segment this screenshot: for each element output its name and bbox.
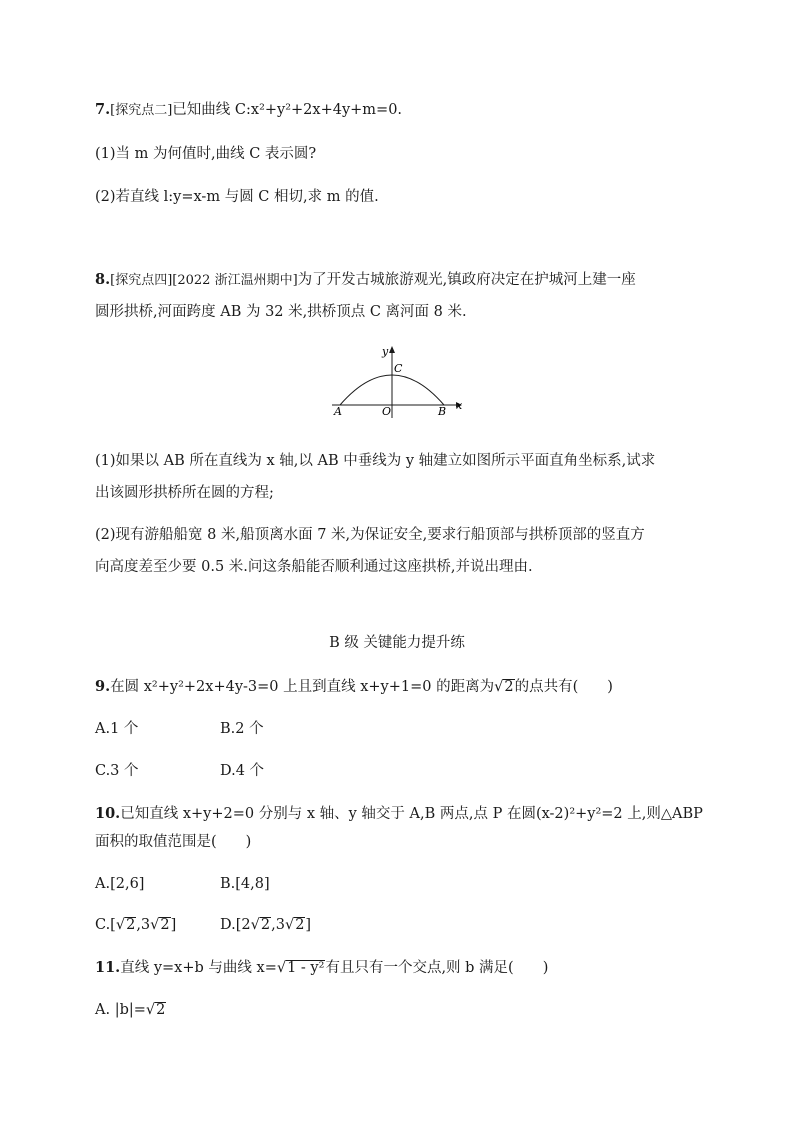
q10-option-d-post: ] xyxy=(305,917,312,933)
q10-option-c-post: ] xyxy=(170,917,177,933)
point-o-label: O xyxy=(382,405,392,418)
q10-stem-line1 xyxy=(95,804,703,824)
q7-part1: (1)当 m 为何值时,曲线 C 表示圆? xyxy=(95,146,317,162)
q8-part2-line2: 向高度差至少要 0.5 米.问这条船能否顺利通过这座拱桥,并说出理由. xyxy=(95,559,533,575)
q10-option-a: A.[2,6] xyxy=(95,876,145,892)
sqrt-radicand: 2 xyxy=(260,917,271,933)
q8-part1-line1: (1)如果以 AB 所在直线为 x 轴,以 AB 中垂线为 y 轴建立如图所示平面直角坐标系,试求 xyxy=(95,453,656,469)
sqrt-symbol: √2 xyxy=(284,917,305,933)
q10-stem-text: 已知直线 x+y+2=0 分别与 x 轴、y 轴交于 A,B 两点,点 P 在圆(x-2)²+y²=2 上,则△ABP xyxy=(120,806,703,822)
q10-option-c-mid: ,3 xyxy=(136,917,151,933)
section-title: B 级 关键能力提升练 xyxy=(329,635,465,651)
q9-stem-text-a: 在圆 x²+y²+2x+4y-3=0 上且到直线 x+y+1=0 的距离为 xyxy=(110,679,495,695)
q9-option-d: D.4 个 xyxy=(220,763,265,779)
sqrt-symbol: √2 xyxy=(145,1002,166,1018)
q8-part2-line1: (2)现有游船船宽 8 米,船顶离水面 7 米,为保证安全,要求行船顶部与拱桥顶部的竖直方 xyxy=(95,527,645,543)
y-axis-arrow-icon xyxy=(389,346,395,353)
q7-number: 7. xyxy=(95,101,111,118)
point-a-label: A xyxy=(334,405,342,418)
q11-stem xyxy=(95,958,548,978)
q9-stem-text-b: 的点共有( ) xyxy=(514,679,613,695)
q7-tag: [探究点二] xyxy=(110,103,173,118)
q10-option-d-mid: ,3 xyxy=(271,917,285,933)
sqrt-radicand: 2 xyxy=(295,917,305,933)
q10-option-c xyxy=(95,915,176,935)
q9-option-b: B.2 个 xyxy=(220,721,264,737)
q8-number: 8. xyxy=(95,271,111,288)
q11-stem-text-b: 有且只有一个交点,则 b 满足( ) xyxy=(325,960,549,976)
q10-number: 10. xyxy=(95,805,121,822)
q7-stem-text: 已知曲线 xyxy=(172,102,235,118)
sqrt-symbol: √1 - y² xyxy=(276,960,325,976)
sqrt-radicand: 1 - y² xyxy=(287,960,325,976)
point-b-label: B xyxy=(438,405,447,418)
q8-stem-line2: 圆形拱桥,河面跨度 AB 为 32 米,拱桥顶点 C 离河面 8 米. xyxy=(95,304,467,320)
sqrt-symbol: √2 xyxy=(150,917,170,933)
q8-part1-line2: 出该圆形拱桥所在圆的方程; xyxy=(95,485,274,501)
arch-bridge-figure xyxy=(330,343,470,423)
q7-curve-equation: C:x²+y²+2x+4y+m=0. xyxy=(234,102,403,118)
sqrt-symbol: √2 xyxy=(115,917,136,933)
point-c-label: C xyxy=(394,362,403,375)
q11-number: 11. xyxy=(95,959,121,976)
q8-stem-text: 为了开发古城旅游观光,镇政府决定在护城河上建一座 xyxy=(297,272,636,288)
q7-part2: (2)若直线 l:y=x-m 与圆 C 相切,求 m 的值. xyxy=(95,189,379,205)
sqrt-radicand: 2 xyxy=(126,917,136,933)
q9-option-c: C.3 个 xyxy=(95,763,139,779)
q7-stem xyxy=(95,100,402,121)
sqrt-radicand: 2 xyxy=(504,679,514,695)
q8-stem-line1 xyxy=(95,270,636,291)
q9-number: 9. xyxy=(95,678,111,695)
sqrt-radicand: 2 xyxy=(156,1002,166,1018)
x-axis-label: x xyxy=(456,399,463,412)
q10-option-d xyxy=(220,915,311,935)
q8-tag: [探究点四][2022 浙江温州期中] xyxy=(110,273,298,288)
q10-option-b: B.[4,8] xyxy=(220,876,270,892)
sqrt-radicand: 2 xyxy=(160,917,170,933)
q11-option-a-text: A. |b|= xyxy=(95,1002,146,1018)
q9-stem xyxy=(95,677,613,697)
q10-option-d-pre: D.[2 xyxy=(220,917,251,933)
q11-stem-text-a: 直线 y=x+b 与曲线 x= xyxy=(120,960,277,976)
q10-option-c-pre: C.[ xyxy=(95,917,116,933)
q10-stem-line2: 面积的取值范围是( ) xyxy=(95,834,252,850)
q11-option-a xyxy=(95,1000,166,1020)
sqrt-symbol: √2 xyxy=(494,679,514,695)
y-axis-label: y xyxy=(382,345,389,358)
q9-option-a: A.1 个 xyxy=(95,721,139,737)
sqrt-symbol: √2 xyxy=(250,917,271,933)
